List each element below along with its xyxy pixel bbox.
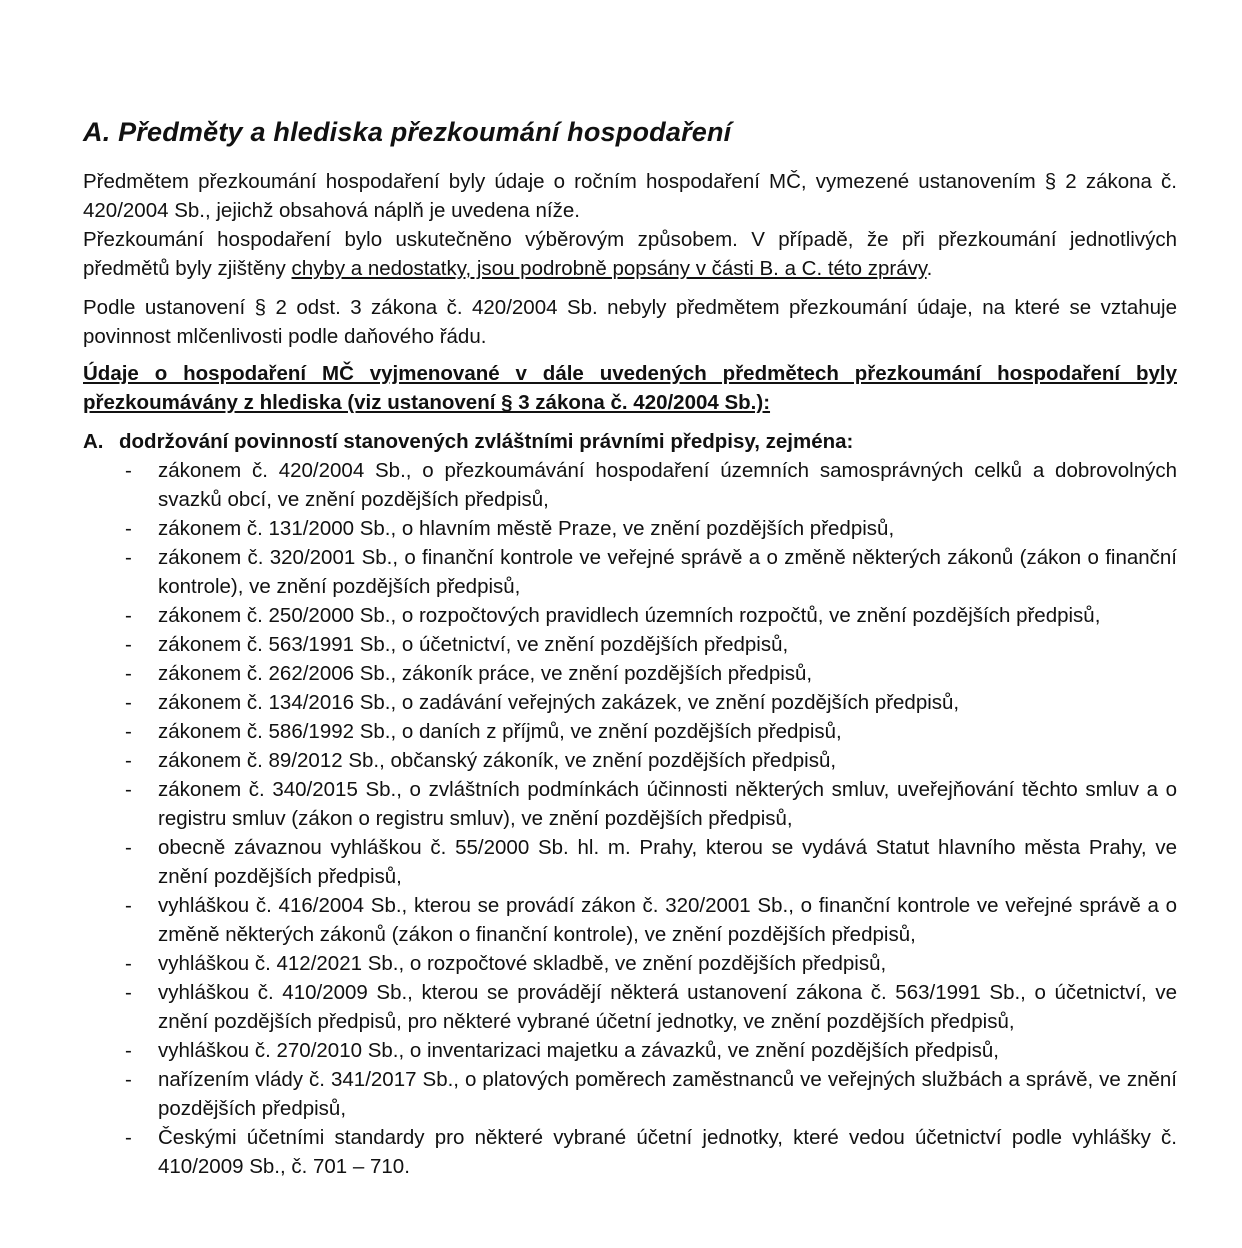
list-bullet: - — [125, 1039, 132, 1062]
list-item — [83, 775, 1177, 833]
subsection-title: dodržování povinností stanovených zvláštními právními předpisy, zejména: — [119, 430, 854, 453]
intro-paragraph: Předmětem přezkoumání hospodaření byly údaje o ročním hospodaření MČ, vymezené ustanovením § 2 zákona č. 420/2004 Sb., jejichž obsahová náplň je uvedena níže. — [83, 170, 1177, 222]
list-item — [83, 659, 1177, 688]
list-item-text: zákonem č. 262/2006 Sb., zákoník práce, ve znění pozdějších předpisů, — [158, 662, 813, 685]
list-item-text: zákonem č. 586/1992 Sb., o daních z příjmů, ve znění pozdějších předpisů, — [158, 720, 842, 743]
list-item — [83, 601, 1177, 630]
list-item — [83, 746, 1177, 775]
list-item-text: zákonem č. 134/2016 Sb., o zadávání veřejných zakázek, ve znění pozdějších předpisů, — [158, 691, 960, 714]
document-page — [83, 114, 1177, 1181]
list-item — [83, 688, 1177, 717]
list-bullet: - — [125, 952, 132, 975]
list-item-text: zákonem č. 563/1991 Sb., o účetnictví, ve znění pozdějších předpisů, — [158, 633, 789, 656]
findings-reference: chyby a nedostatky, jsou podrobně popsány v části B. a C. této zprávy — [291, 257, 927, 280]
legal-regulations-list — [83, 456, 1177, 1181]
list-bullet: - — [125, 691, 132, 714]
list-bullet: - — [125, 1126, 132, 1149]
list-item-text: vyhláškou č. 412/2021 Sb., o rozpočtové skladbě, ve znění pozdějších předpisů, — [158, 952, 887, 975]
list-bullet: - — [125, 604, 132, 627]
list-item-text: zákonem č. 420/2004 Sb., o přezkoumávání hospodaření územních samosprávných celků a dobrovolných svazků obcí, ve znění pozdějších předpisů, — [158, 459, 1177, 511]
method-paragraph — [83, 225, 1177, 283]
list-bullet: - — [125, 778, 132, 801]
list-bullet: - — [125, 894, 132, 917]
section-title: A. Předměty a hlediska přezkoumání hospodaření — [83, 117, 732, 147]
method-paragraph-end: . — [926, 257, 933, 280]
list-item — [83, 456, 1177, 514]
review-criteria-heading: Údaje o hospodaření MČ vyjmenované v dále uvedených předmětech přezkoumání hospodaření byly přezkoumávány z hlediska (viz ustanovení § 3 zákona č. 420/2004 Sb.): — [83, 362, 1177, 414]
list-bullet: - — [125, 720, 132, 743]
list-bullet: - — [125, 517, 132, 540]
list-item — [83, 1065, 1177, 1123]
list-bullet: - — [125, 836, 132, 859]
subsection-heading — [83, 427, 1177, 456]
subsection-letter: A. — [83, 430, 104, 453]
list-bullet: - — [125, 546, 132, 569]
list-item-text: Českými účetními standardy pro některé vybrané účetní jednotky, které vedou účetnictví podle vyhlášky č. 410/2009 Sb., č. 701 – 710. — [158, 1126, 1177, 1178]
confidentiality-paragraph: Podle ustanovení § 2 odst. 3 zákona č. 420/2004 Sb. nebyly předmětem přezkoumání údaje, na které se vztahuje povinnost mlčenlivosti podle daňového řádu. — [83, 296, 1177, 348]
list-item-text: vyhláškou č. 410/2009 Sb., kterou se provádějí některá ustanovení zákona č. 563/1991 Sb., o účetnictví, ve znění pozdějších předpisů, pro některé vybrané účetní jednotky, ve znění pozdějších předpisů, — [158, 981, 1177, 1033]
list-item — [83, 514, 1177, 543]
list-item — [83, 833, 1177, 891]
list-item — [83, 1036, 1177, 1065]
list-item-text: nařízením vlády č. 341/2017 Sb., o platových poměrech zaměstnanců ve veřejných službách a správě, ve znění pozdějších předpisů, — [158, 1068, 1177, 1120]
list-bullet: - — [125, 459, 132, 482]
method-paragraph-text: Přezkoumání hospodaření bylo uskutečněno výběrovým způsobem. V případě, že při přezkoumání jednotlivých předmětů byly zjištěny — [83, 228, 1177, 280]
list-item — [83, 630, 1177, 659]
list-item-text: zákonem č. 89/2012 Sb., občanský zákoník, ve znění pozdějších předpisů, — [158, 749, 837, 772]
list-item-text: zákonem č. 320/2001 Sb., o finanční kontrole ve veřejné správě a o změně některých zákonů (zákon o finanční kontrole), ve znění pozdějších předpisů, — [158, 546, 1177, 598]
list-item-text: vyhláškou č. 270/2010 Sb., o inventarizaci majetku a závazků, ve znění pozdějších předpisů, — [158, 1039, 999, 1062]
list-item — [83, 978, 1177, 1036]
list-item-text: zákonem č. 131/2000 Sb., o hlavním městě Praze, ve znění pozdějších předpisů, — [158, 517, 895, 540]
list-item — [83, 543, 1177, 601]
list-bullet: - — [125, 1068, 132, 1091]
list-item-text: obecně závaznou vyhláškou č. 55/2000 Sb. hl. m. Prahy, kterou se vydává Statut hlavního města Prahy, ve znění pozdějších předpisů, — [158, 836, 1177, 888]
list-item-text: zákonem č. 250/2000 Sb., o rozpočtových pravidlech územních rozpočtů, ve znění pozdějších předpisů, — [158, 604, 1101, 627]
list-item — [83, 717, 1177, 746]
list-item — [83, 1123, 1177, 1181]
list-bullet: - — [125, 981, 132, 1004]
list-item-text: zákonem č. 340/2015 Sb., o zvláštních podmínkách účinnosti některých smluv, uveřejňování těchto smluv a o registru smluv (zákon o registru smluv), ve znění pozdějších předpisů, — [158, 778, 1177, 830]
list-item — [83, 891, 1177, 949]
list-item-text: vyhláškou č. 416/2004 Sb., kterou se provádí zákon č. 320/2001 Sb., o finanční kontrole ve veřejné správě a o změně některých zákonů (zákon o finanční kontrole), ve znění pozdějších předpisů, — [158, 894, 1177, 946]
list-bullet: - — [125, 633, 132, 656]
list-bullet: - — [125, 749, 132, 772]
list-bullet: - — [125, 662, 132, 685]
list-item — [83, 949, 1177, 978]
